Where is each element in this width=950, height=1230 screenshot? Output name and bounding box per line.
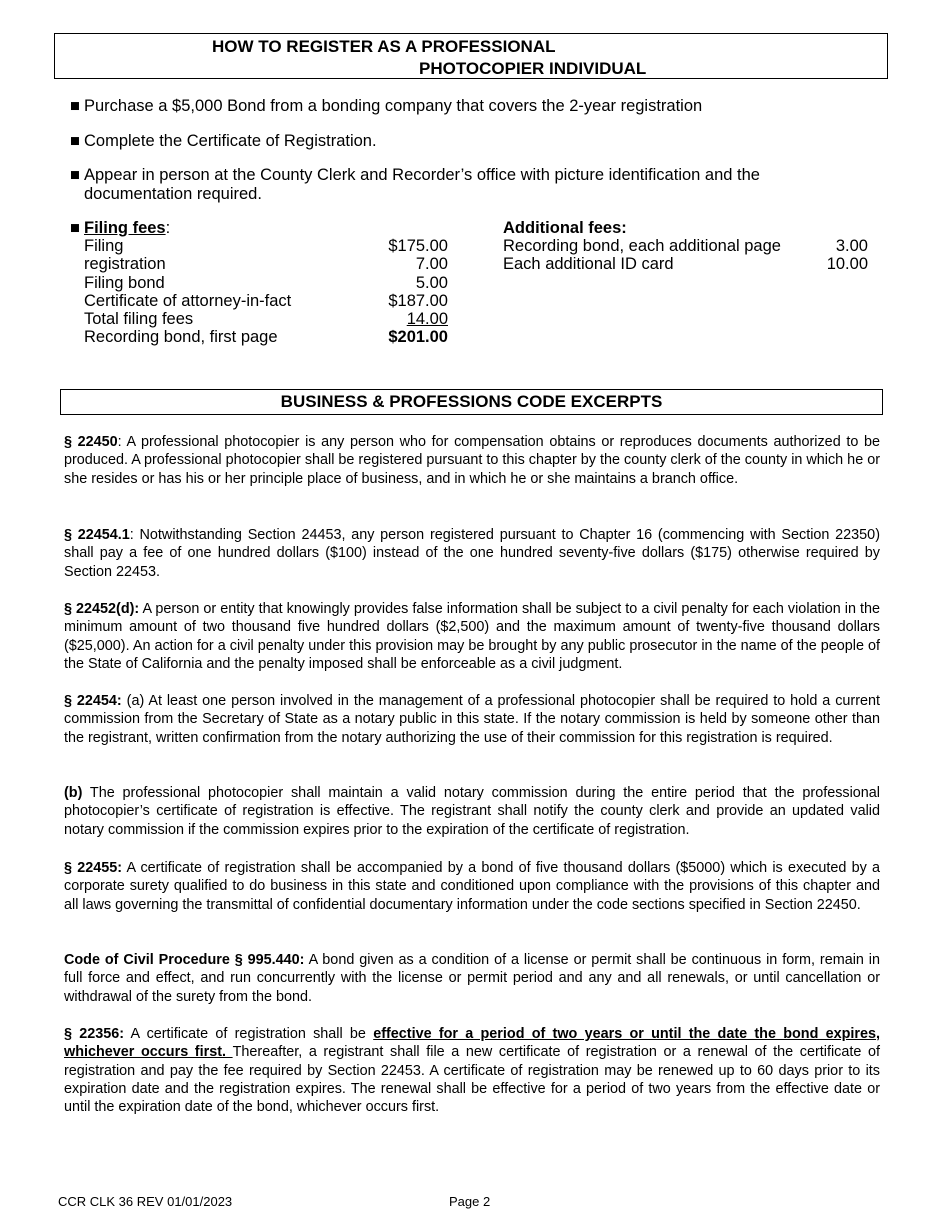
code-paragraph: [64, 951, 880, 1006]
fee-row: [503, 237, 868, 255]
fee-row: [84, 292, 448, 310]
fee-row: [84, 310, 448, 328]
fee-amount-total: $201.00: [388, 328, 448, 346]
section-ref: § 22356:: [64, 1026, 125, 1042]
fee-label: Certificate of attorney-in-fact: [84, 292, 292, 310]
bullet-square-icon: ■: [70, 219, 80, 237]
code-paragraph: [64, 433, 880, 488]
section-ref: § 22454.1: [64, 527, 130, 543]
title-line-2: PHOTOCOPIER INDIVIDUAL: [419, 59, 647, 78]
bullet-text: Complete the Certificate of Registration.: [84, 132, 377, 150]
bullet-square-icon: ■: [70, 166, 80, 184]
paragraph-text: A bond given as a condition of a license or permit shall be continuous in form, remain in full force and effect, and run concurrently with the license or permit period and any and all renewals, or until cancellation or withdrawal of the surety from the bond.: [64, 952, 880, 1005]
fee-row: [503, 255, 868, 273]
code-paragraph: [64, 1025, 880, 1116]
paragraph-text: : A professional photocopier is any person who for compensation obtains or reproduces documents authorized to be produced. A professional photocopier shall be registered pursuant to this chapter by the county clerk of the county in which he or she resides or has his or her principle place of business, and in which he or she maintains a branch office.: [64, 434, 880, 487]
additional-fees-heading: Additional fees:: [503, 219, 627, 237]
fee-amount: 7.00: [415, 255, 448, 273]
section-ref: § 22452(d):: [64, 601, 140, 617]
section-ref: § 22454:: [64, 693, 122, 709]
fee-label: Recording bond, each additional page: [503, 237, 781, 255]
code-paragraph: [64, 784, 880, 839]
fee-amount: 5.00: [415, 274, 448, 292]
section-ref: Code of Civil Procedure § 995.440:: [64, 952, 305, 968]
paragraph-text: The professional photocopier shall maintain a valid notary commission during the entire period that the professional photocopier’s certificate of registration is effective. The registrant shall notify the county clerk and provide an updated valid notary commission if the commission expires prior to the expiration of the certificate of registration.: [64, 785, 880, 838]
fee-amount: $175.00: [388, 237, 448, 255]
fee-label: Recording bond, first page: [84, 328, 278, 346]
fee-label: Each additional ID card: [503, 255, 674, 273]
paragraph-text: A person or entity that knowingly provides false information shall be subject to a civil penalty for each violation in the minimum amount of two thousand five hundred dollars ($2,500) and the maximum amount of twenty-five thousand dollars ($25,000). An action for a civil penalty under this provision may be brought by any public prosecutor in the name of the people of the State of California and the penalty imposed shall be enforceable as a civil judgment.: [64, 601, 880, 672]
title-box: [54, 33, 888, 79]
paragraph-text: A certificate of registration shall be: [124, 1026, 374, 1042]
fee-label: Total filing fees: [84, 310, 194, 328]
fee-amount: 3.00: [835, 237, 868, 255]
paragraph-text: (a) At least one person involved in the management of a professional photocopier shall be required to hold a current commission from the Secretary of State as a notary public in this state. If the notary commission is held by someone other than the registrant, written confirmation from the notary authorizing the use of their commission for this registration is required.: [64, 693, 880, 746]
fee-label: registration: [84, 255, 166, 273]
code-paragraph: [64, 600, 880, 673]
fee-amount: 10.00: [826, 255, 868, 273]
paragraph-text: Thereafter, a registrant shall file a new certificate of registration or a renewal of the certificate of registration and pay the fee required by Section 22453. A certificate of registration may be renewed up to 60 days prior to its expiration date and the registration expires. The renewal shall be effective for a period of two years from the effective date or until the expiration date of the bond, whichever occurs first.: [64, 1044, 880, 1116]
fee-row: [84, 255, 448, 273]
title-line-1: HOW TO REGISTER AS A PROFESSIONAL: [212, 37, 556, 56]
code-paragraph: [64, 692, 880, 747]
form-id: CCR CLK 36 REV 01/01/2023: [58, 1194, 233, 1209]
fee-label: Filing: [84, 237, 124, 255]
code-paragraph: [64, 526, 880, 581]
bullet-text: Appear in person at the County Clerk and Recorder’s office with picture identification and the documentation required.: [84, 166, 760, 203]
bullet-text: Purchase a $5,000 Bond from a bonding company that covers the 2-year registration: [84, 97, 703, 115]
emphasis-text: effective for a period of two years or until the date the bond expires, whichever occurs first.: [64, 1026, 881, 1061]
page-number: Page 2: [449, 1194, 491, 1209]
code-paragraph: [64, 859, 880, 914]
fee-row: [84, 237, 448, 255]
fee-row: [84, 328, 448, 346]
bullet-square-icon: ■: [70, 132, 80, 150]
bullet-square-icon: ■: [70, 97, 80, 115]
fee-label: Filing bond: [84, 274, 165, 292]
filing-fees-heading: Filing fees:: [84, 219, 171, 237]
section-ref: § 22455:: [64, 860, 123, 876]
paragraph-text: A certificate of registration shall be accompanied by a bond of five thousand dollars ($5000) which is executed by a corporate surety qualified to do business in this state and conditioned upon compliance with the provisions of this chapter and all laws governing the transmittal of confidential documentary information under the code sections specified in Section 22450.: [64, 860, 880, 913]
fee-row: [84, 274, 448, 292]
section-ref: (b): [64, 785, 83, 801]
fee-amount: 14.00: [406, 310, 448, 328]
section-heading: BUSINESS & PROFESSIONS CODE EXCERPTS: [60, 389, 883, 415]
section-ref: § 22450: [64, 434, 118, 450]
fee-amount: $187.00: [388, 292, 448, 310]
paragraph-text: : Notwithstanding Section 24453, any person registered pursuant to Chapter 16 (commencing with Section 22350) shall pay a fee of one hundred dollars ($100) instead of the one hundred seventy-five dollars ($175) otherwise required by Section 22453.: [64, 527, 880, 580]
